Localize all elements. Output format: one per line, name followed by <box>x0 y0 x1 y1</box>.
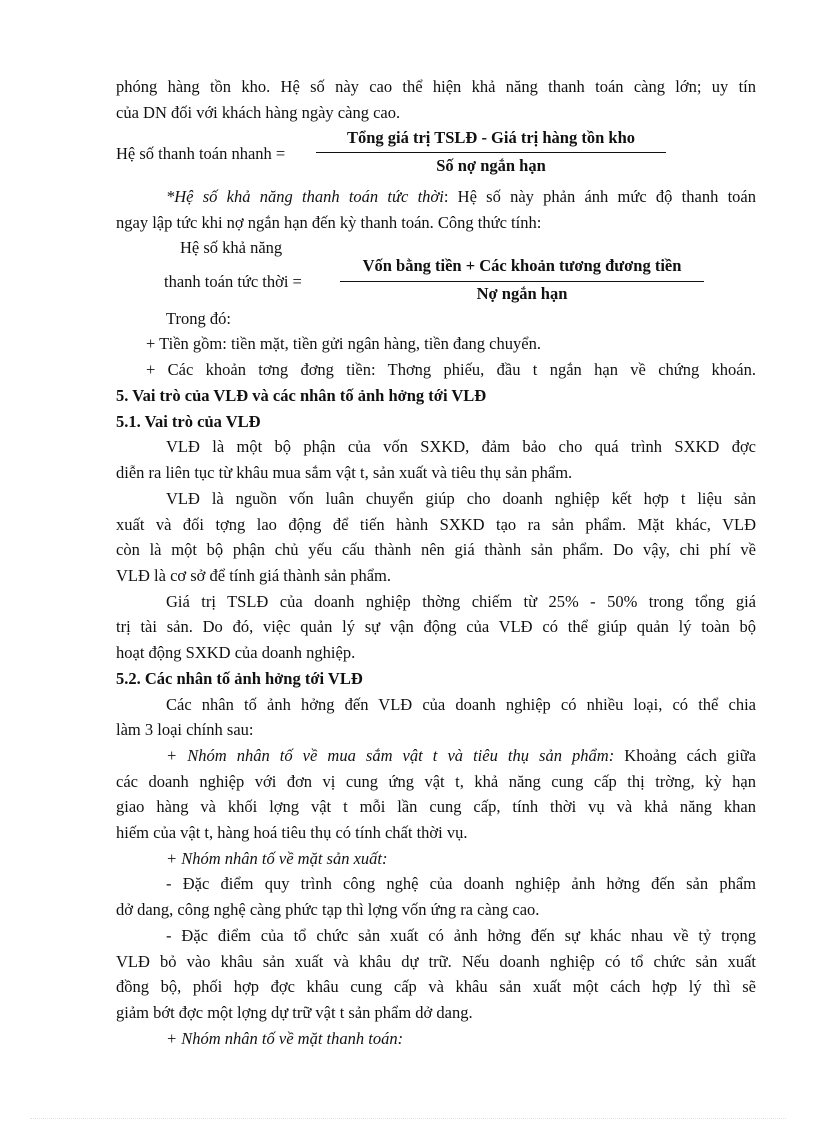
list-item: + Các khoản tơng đơng tiền: Thơng phiếu, đầu t ngắn hạn về chứng khoán. <box>146 360 756 379</box>
text-line: đồng bộ, phối hợp đợc khâu cung cấp và khâu sản xuất một cách hợp lý thì sẽ <box>116 977 756 996</box>
formula-label: Hệ số thanh toán nhanh = <box>116 144 286 163</box>
formula-numerator: Vốn bằng tiền + Các khoản tương đương tiền <box>362 256 682 275</box>
text-line: giao hàng và khối lợng vật t mỗi lần cung cấp, tính thời vụ và khả năng khan <box>116 797 756 816</box>
text-line <box>166 184 756 210</box>
formula-label-line2: thanh toán tức thời = <box>164 272 302 291</box>
group-title-italic: + Nhóm nhân tố về mua sắm vật t và tiêu thụ sản phẩm: <box>166 746 615 765</box>
text-line: hoạt động SXKD của doanh nghiệp. <box>116 643 356 662</box>
formula-label-line1: Hệ số khả năng <box>180 238 283 257</box>
fraction-bar <box>316 152 666 153</box>
text-line: dở dang, công nghệ càng phức tạp thì lợng vốn ứng ra càng cao. <box>116 900 540 919</box>
group-title-italic: + Nhóm nhân tố về mặt sản xuất: <box>166 849 388 868</box>
formula-denominator: Số nợ ngắn hạn <box>436 156 546 175</box>
text-line: còn là một bộ phận chủ yếu cấu thành nên giá thành sản phẩm. Do vậy, chi phí về <box>116 540 756 559</box>
text-line: trị tài sản. Do đó, việc quản lý sự vận động của VLĐ có thể giúp quản lý toàn bộ <box>116 617 756 636</box>
text-line: các doanh nghiệp với đơn vị cung ứng vật t, khả năng cung cấp thị trờng, kỳ hạn <box>116 772 756 791</box>
text-line: Các nhân tố ảnh hởng đến VLĐ của doanh nghiệp có nhiều loại, có thể chia <box>166 695 756 714</box>
text-line: - Đặc điểm quy trình công nghệ của doanh nghiệp ảnh hởng đến sản phẩm <box>166 874 756 893</box>
text-line: Trong đó: <box>166 309 231 328</box>
text-line: làm 3 loại chính sau: <box>116 720 254 739</box>
group-title-italic: + Nhóm nhân tố về mặt thanh toán: <box>166 1029 404 1048</box>
text-line: VLĐ là cơ sở để tính giá thành sản phẩm. <box>116 566 391 585</box>
formula-numerator: Tổng giá trị TSLĐ - Giá trị hàng tồn kho <box>346 128 636 147</box>
subsection-heading: 5.2. Các nhân tố ảnh hởng tới VLĐ <box>116 669 363 688</box>
formula-denominator: Nợ ngắn hạn <box>476 284 568 303</box>
text-line <box>166 743 756 769</box>
text-line: phóng hàng tồn kho. Hệ số này cao thể hiện khả năng thanh toán càng lớn; uy tín <box>116 77 756 96</box>
list-item: + Tiền gồm: tiền mặt, tiền gửi ngân hàng, tiền đang chuyển. <box>146 334 541 353</box>
text-line: của DN đối với khách hàng ngày càng cao. <box>116 103 401 122</box>
group-title-rest: Khoảng cách giữa <box>614 746 756 765</box>
term-rest: : Hệ số này phản ánh mức độ thanh toán <box>443 187 756 206</box>
term-italic: *Hệ số khả năng thanh toán tức thời <box>166 187 444 206</box>
footer-dotted-rule <box>30 1118 786 1119</box>
fraction-bar <box>340 281 704 282</box>
text-line: Giá trị TSLĐ của doanh nghiệp thờng chiếm từ 25% - 50% trong tổng giá <box>166 592 756 611</box>
text-line: - Đặc điểm của tổ chức sản xuất có ảnh hởng đến sự khác nhau về tỷ trọng <box>166 926 756 945</box>
text-line: VLĐ là một bộ phận của vốn SXKD, đảm bảo cho quá trình SXKD đợc <box>166 437 756 456</box>
text-line: ngay lập tức khi nợ ngắn hạn đến kỳ thanh toán. Công thức tính: <box>116 213 542 232</box>
text-line: diễn ra liên tục từ khâu mua sắm vật t, sản xuất và tiêu thụ sản phẩm. <box>116 463 573 482</box>
text-line: hiếm của vật t, hàng hoá tiêu thụ có tính chất thời vụ. <box>116 823 468 842</box>
text-line: xuất và đối tợng lao động để tiến hành SXKD tạo ra sản phẩm. Mặt khác, VLĐ <box>116 515 756 534</box>
text-line: giảm bớt đợc một lợng dự trữ vật t sản phẩm dở dang. <box>116 1003 473 1022</box>
section-heading: 5. Vai trò của VLĐ và các nhân tố ảnh hởng tới VLĐ <box>116 386 487 405</box>
text-line: VLĐ là nguồn vốn luân chuyển giúp cho doanh nghiệp kết hợp t liệu sản <box>166 489 756 508</box>
subsection-heading: 5.1. Vai trò của VLĐ <box>116 412 261 431</box>
text-line: VLĐ bỏ vào khâu sản xuất và khâu dự trữ. Nếu doanh nghiệp có tổ chức sản xuất <box>116 952 756 971</box>
